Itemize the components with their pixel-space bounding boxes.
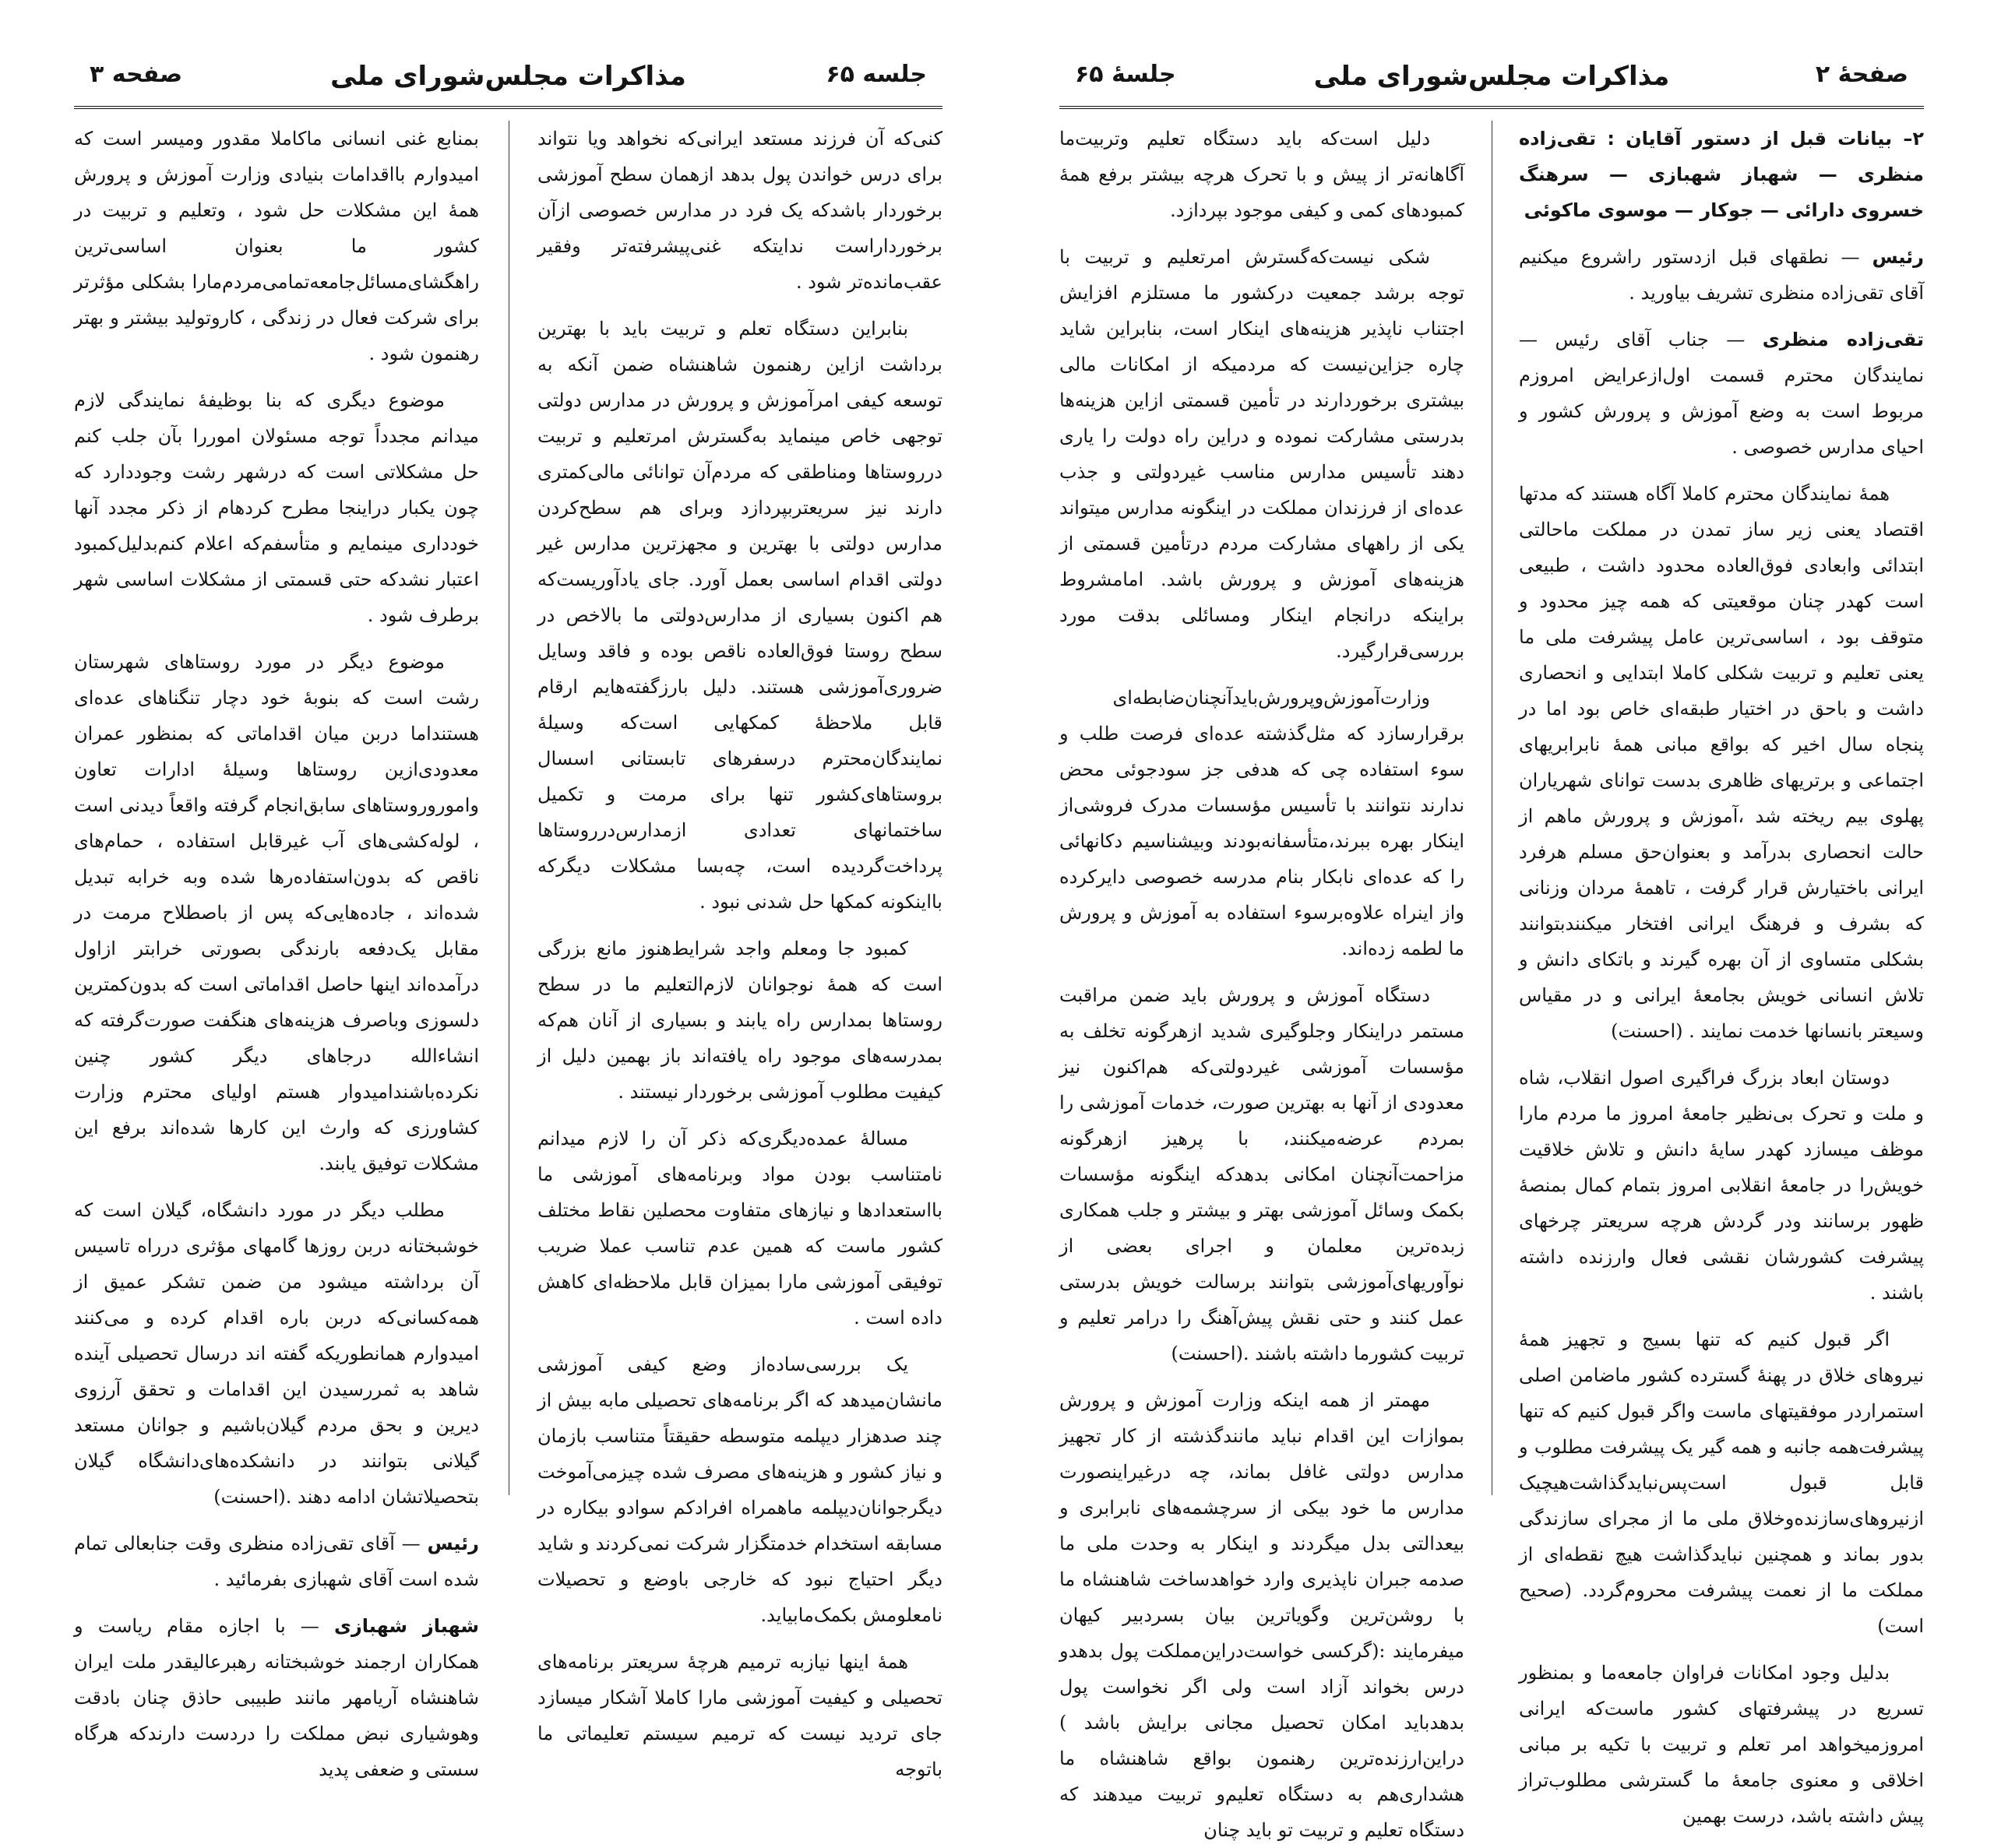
paragraph: دلیل است‌که باید دستگاه تعلیم وتربیت‌ما آگاهانه‌تر از پیش و با تحرک هرچه بیشتر برفع همهٔ کمبودهای کمی و کیفی موجود بپردازد. [1059, 128, 1464, 221]
speech-text: — با اجازه مقام ریاست و همکاران ارجمند خوشبختانه رهبرعالیقدر ملت ایران شاهنشاه آریامهر مانند طبیبی حاذق چنان بادقت وهوشیاری نبض مملکت را دردست دارندکه هرگاه سستی و ضعفی پدید [74, 1615, 479, 1780]
paragraph: بدلیل وجود امکانات فراوان جامعه‌ما و بمنظور تسریع در پیشرفتهای کشور ماست‌که ایرانی امروزمیخواهد امر تعلم و تربیت با تکیه بر مبانی اخلاقی و معنوی جامعهٔ ما گسترشی مطلوب‌تراز پیش داشته باشد، درست بهمین [1519, 1662, 1924, 1827]
left-column [1059, 121, 1464, 1841]
publication-title: مذاکرات مجلس‌شورای ملی [330, 61, 686, 92]
left-column [74, 121, 480, 1780]
page-header [1059, 55, 1924, 109]
speaker-name: رئیس [427, 1533, 479, 1554]
page-columns [74, 121, 942, 1780]
paragraph [1519, 322, 1924, 465]
paragraph: بمنابع غنی انسانی ماکاملا مقدور ومیسر است که امیدوارم بااقدامات بنیادی وزارت آموزش و پرورش همهٔ این مشکلات حل شود ، وتعلیم و تربیت در کشور ما بعنوان اساسی‌ترین راهگشای‌مسائل‌جامعه‌تمامی‌مردم‌مارا بشکلی مؤثرتر برای شرکت فعال در زندگی ، کاروتولید بیشتر و بهتر رهنمون شود . [74, 128, 480, 364]
paragraph: مطلب دیگر در مورد دانشگاه، گیلان است که خوشبختانه دربن روزها گامهای مؤثری درراه تاسیس آن برداشته میشود من ضمن تشکر عمیق از همه‌کسانی‌که دربن باره اقدام کرده و می‌کنند امیدوارم همانطوریکه گفته اند درسال تحصیلی آینده شاهد به ثمررسیدن این اقدامات و تحقق آرزوی دیرین و بحق مردم گیلان‌باشیم و جوانان مستعد گیلانی بتوانند در دانشکده‌های‌دانشگاه گیلان بتحصیلاتشان ادامه دهند .(احسنت) [74, 1199, 479, 1508]
page-columns [1059, 121, 1924, 1841]
paragraph: یک بررسی‌ساده‌از وضع کیفی آموزشی مانشان‌میدهد که اگر برنامه‌های تحصیلی مابه بیش از چند صدهزار دیپلمه متوسطه حقیقتاً متناسب بازمان و نیاز کشور و هزینه‌های مصرف شده چیزمی‌آموخت دیگرجوانان‌دیپلمه ماهمراه افرادکم سوادو بیکاره در مسابقه استخدام خدمتگزار شرکت نمی‌کردند و شاید دیگر احتیاج نبود که خارجی باوضع و تحصیلات نامعلومش بکمک‌مابیاید. [537, 1353, 942, 1626]
page-3 [74, 47, 942, 1780]
paragraph [74, 1526, 479, 1597]
paragraph: موضوع دیگری که بنا بوظیفهٔ نمایندگی لازم میدانم مجدداً توجه مسئولان اموررا بآن جلب کنم حل مشکلاتی است که درشهر رشت وجوددارد که چون یکبار دراینجا مطرح کردهام از ذکر مجدد آنها خودداری مینمایم و متأسفم‌که اعلام کنم‌بدلیل‌کمبود اعتبار نشدکه حتی قسمتی از مشکلات اساسی شهر برطرف شود . [74, 389, 479, 626]
speech-text: — آقای تقی‌زاده منظری وقت جنابعالی تمام شده است آقای شهبازی بفرمائید . [74, 1533, 479, 1590]
page-2 [1059, 47, 1924, 1841]
page-number: صفحهٔ ۲ [1815, 61, 1908, 88]
paragraph: کمبود جا ومعلم واجد شرایط‌هنوز مانع بزرگی است که همهٔ نوجوانان لازم‌التعلیم ما در سطح روستاها بمدارس راه یابند و بسیاری از آنان هم‌که بمدرسه‌های موجود راه یافته‌اند باز بهمین دلیل از کیفیت مطلوب آموزشی برخوردار نیستند . [537, 938, 942, 1103]
publication-title: مذاکرات مجلس‌شورای ملی [1313, 61, 1670, 92]
speech-text: — نطقهای قبل ازدستور راشروع میکنیم آقای تقی‌زاده منظری تشریف بیاورید . [1519, 246, 1924, 304]
paragraph [1519, 239, 1924, 311]
header-rule [1059, 106, 1924, 109]
speaker-name: شهباز شهبازی [333, 1615, 479, 1637]
paragraph: دوستان ابعاد بزرگ فراگیری اصول انقلاب، شاه و ملت و تحرک بی‌نظیر جامعهٔ امروز ما مردم مارا موظف میسازد کهدر سایهٔ دانش و تلاش خلاقیت خویش‌را در جامعهٔ انقلابی امروز بتمام کمال بمنصهٔ ظهور برسانند ودر گردش هرچه سریعتر چرخهای پیشرفت کشورشان نقشی فعال وارزنده داشته باشند . [1519, 1067, 1924, 1304]
paragraph: بنابراین دستگاه تعلم و تربیت باید با بهترین برداشت ازاین رهنمون شاهنشاه ضمن آنکه به توسعه کیفی امرآموزش و پرورش در مدارس دولتی توجهی خاص مینماید به‌گسترش امرتعلیم و تربیت درروستاها ومناطقی که مردم‌آن توانائی مالی‌کمتری دارند نیز سریعتربپردازد وبرای هم سطح‌کردن مدارس دولتی با بهترین و مجهزترین مدارس غیر دولتی اقدام اساسی بعمل آورد. جای یادآوریست‌که هم اکنون بسیاری از مدارس‌دولتی ما بالاخص در سطح روستا فوق‌العاده ناقص بوده و فاقد وسایل ضروری‌آموزشی هستند. دلیل بارزگفته‌هایم ارقام قابل ملاحظهٔ کمکهایی است‌که وسیلهٔ نمایندگان‌محترم درسفرهای تابستانی اسسال بروستاهای‌کشور تنها برای مرمت و تکمیل ساختمانهای تعدادی ازمدارس‌درروستاها پرداخت‌گردیده است، چه‌بسا مشکلات دیگرکه بااینکونه کمکها حل شدنی نبود . [537, 318, 942, 913]
speech-text: — جناب آقای رئیس — نمایندگان محترم قسمت اول‌ازعرایض امروزم مربوط است به وضع آموزش و پرورش کشور و احیای مدارس خصوصی . [1519, 329, 1924, 458]
speaker-name: تقی‌زاده منظری [1762, 329, 1924, 350]
session-number: جلسه ۶۵ [826, 61, 927, 88]
paragraph: مهمتر از همه اینکه وزارت آموزش و پرورش بموازات این اقدام نباید مانندگذشته از کار تجهیز مدارس دولتی غافل بماند، چه درغیراینصورت مدارس ما خود بیکی از سرچشمه‌های نابرابری و بیعدالتی بدل میگردند و اینکار به وحدت ملی ما صدمه جبران ناپذیری وارد خواهدساخت شاهنشاه ما با روشن‌ترین وگویاترین بیان بسردبیر کیهان میفرمایند :(گرکسی خواست‌دراین‌مملکت پول بدهدو درس بخواند آزاد است ولی اگر نخواست پول بدهدباید امکان تحصیل مجانی برایش باشد ) دراین‌ارزنده‌ترین رهنمون بواقع شاهنشاه ما هشداری‌هم به دستگاه تعلیم‌و تربیت میدهند که دستگاه تعلیم و تربیت تو باید چنان [1059, 1389, 1464, 1841]
paragraph: همهٔ نمایندگان محترم کاملا آگاه هستند که مدتها اقتصاد یعنی زیر ساز تمدن در مملکت ماحالتی ابتدائی وابعادی فوق‌العاده محدود داشت ، طبیعی است کهدر چنان موقعیتی که همه چیز محدود و متوقف بود ، اساسی‌ترین عامل پیشرفت ملی ما یعنی تعلیم و تربیت شکلی کاملا ابتدایی و انحصاری داشت و باحق در اختیار طبقه‌ای خاص بود اما در پنجاه سال اخیر که بواقع مبانی همهٔ نابرابریهای اجتماعی و برتریهای ظاهری بدست توانای شهریاران پهلوی بیم ریخته شد ،آموزش و پرورش ماهم از حالت انحصاری بدرآمد و بعنوان‌حق مسلم هرفرد ایرانی باختیارش قرار گرفت ، تاهمهٔ مردان وزنانی که بشرف و فرهنگ ایرانی افتخار میکنندبتوانند بشکلی متساوی از آن بهره گیرند و باتکای دانش و تلاش انسانی خویش بجامعهٔ ایرانی و در مقیاس وسیعتر بانسانها خدمت نمایند . (احسنت) [1519, 483, 1924, 1042]
header-rule [74, 106, 942, 109]
paragraph: اگر قبول کنیم که تنها بسیج و تجهیز همهٔ نیروهای خلاق در پهنهٔ گسترده کشور ماضامن اصلی استمراردر موفقیتهای ماست واگر قبول کنیم که تنها پیشرفت‌همه جانبه و همه گیر یک پیشرفت مطلوب و قابل قبول است‌پس‌نبایدگذاشت‌هیچیک ازنیروهای‌سازنده‌وخلاق ملی ما از مجرای سازندگی بدور بماند و همچنین نبایدگذاشت هیچ نقطه‌ای از مملکت ما از نعمت پیشرفت محروم‌گردد. (صحیح است) [1519, 1329, 1924, 1637]
paragraph: کنی‌که آن فرزند مستعد ایرانی‌که نخواهد ویا نتواند برای درس خواندن پول بدهد ازهمان سطح آموزشی برخوردار باشدکه یک فرد در مدارس خصوصی ازآن برخورداراست ندایتکه غنی‌پیشرفته‌تر وفقیر عقب‌مانده‌تر شود . [537, 128, 942, 293]
speaker-name: رئیس [1872, 246, 1924, 268]
paragraph: وزارت‌آموزش‌وپرورش‌باید‌آنچنان‌ضابطه‌ای برقرارسازد که مثل‌گذشته عده‌ای فرصت طلب و سوء استفاده چی که هدفی جز سودجوئی محض ندارند نتوانند با تأسیس مؤسسات مدرک فروشی‌از اینکار بهره ببرند،متأسفانه‌بودند وبیشناسیم دکانهائی را که عده‌ای نابکار بنام مدرسه خصوصی دایرکرده واز اینراه علاوه‌برسوء استفاده به آموزش و پرورش ما لطمه زده‌اند. [1059, 687, 1464, 959]
page-header [74, 55, 942, 109]
right-column [537, 121, 942, 1780]
paragraph: موضوع دیگر در مورد روستاهای شهرستان رشت است که بنوبهٔ خود دچار تنگناهای عده‌ای هستنداما دربن میان اقداماتی که بمنظور عمران معدودی‌ازین روستاها وسیلهٔ ادارات تعاون واموروروستاهای سابق‌انجام گرفته واقعاً دیدنی است ، لوله‌کشی‌های آب غیرقابل استفاده ، حمام‌های ناقص که بدون‌استفاده‌رها شده وبه خرابه تبدیل شده‌اند ، جاده‌هایی‌که پس از باصطلاح مرمت در مقابل یک‌دفعه بارندگی بصورتی خرابتر ازاول درآمده‌اند اینها حاصل اقداماتی است که بدون‌کمترین دلسوزی وباصرف هزینه‌های هنگفت صورت‌گرفته که انشاءالله درجاهای دیگر کشور چنین نکرده‌باشند‌امیدوار هستم اولیای محترم وزارت کشاورزی که وارث این کارها شده‌اند برفع این مشکلات توفیق یابند. [74, 651, 479, 1174]
paragraph: شکی نیست‌که‌گسترش امرتعلیم و تربیت با توجه برشد جمعیت درکشور ما مستلزم افزایش اجتناب ناپذیر هزینه‌های اینکار است، بنابراین شاید چاره جزاین‌نیست که مردمیکه از امکانات مالی بیشتری برخوردارند در تأمین قسمتی ازاین هزینه‌ها بدرستی مشارکت نموده و دراین راه دولت را یاری دهند تأسیس مدارس مناسب غیردولتی و جذب عده‌ای از فرزندان مملکت در اینگونه مدارس میتواند یکی از راههای مشارکت مردم درتأمین قسمتی از هزینه‌های آموزش و پرورش باشد. امامشروط براینکه درانجام اینکار ومسائلی بدقت مورد بررسی‌قرارگیرد. [1059, 246, 1464, 662]
paragraph: همهٔ اینها نیازبه ترمیم هرچهٔ سریعتر برنامه‌های تحصیلی و کیفیت آموزشی مارا کاملا آشکار میسازد جای تردید نیست که ترمیم سیستم تعلیماتی ما باتوجه [537, 1651, 942, 1780]
right-column [1519, 121, 1924, 1827]
paragraph: دستگاه آموزش و پرورش باید ضمن مراقبت مستمر دراینکار وجلوگیری شدید ازهرگونه تخلف به مؤسسات آموزشی غیردولتی‌که هم‌اکنون نیز معدودی از آنها به بهترین صورت، خدمات آموزشی را بمردم عرضه‌میکنند، با پرهیز ازهرگونه مزاحمت‌آنچنان امکانی بدهدکه اینگونه مؤسسات بکمک وسائل آموزشی بهتر و بیشتر و جلب همکاری زبده‌ترین معلمان و اجرای بعضی از نوآوریهای‌آموزشی بتوانند برسالت خویش بدرستی عمل کنند و حتی نقش پیش‌آهنگ را درامر تعلیم و تربیت کشورما داشته باشند .(احسنت) [1059, 984, 1464, 1364]
page-number: صفحه ۳ [90, 61, 183, 88]
paragraph [74, 1608, 479, 1787]
paragraph: مسالهٔ عمده‌دیگری‌که ذکر آن را لازم میدانم نامتناسب بودن مواد وبرنامه‌های آموزشی ما بااستعدادها و نیازهای متفاوت محصلین نقاط مختلف کشور ماست که همین عدم تناسب عملا ضریب توفیقی آموزشی مارا بمیزان قابل ملاحظه‌ای کاهش داده است . [537, 1128, 942, 1329]
section-heading: ۲– بیانات قبل از دستور آقایان : تقی‌زاده منظری — شهباز شهبازی — سرهنگ خسروی دارائی — جوکار — موسوی ماکوئی [1519, 128, 1924, 221]
session-number: جلسهٔ ۶۵ [1075, 61, 1176, 88]
